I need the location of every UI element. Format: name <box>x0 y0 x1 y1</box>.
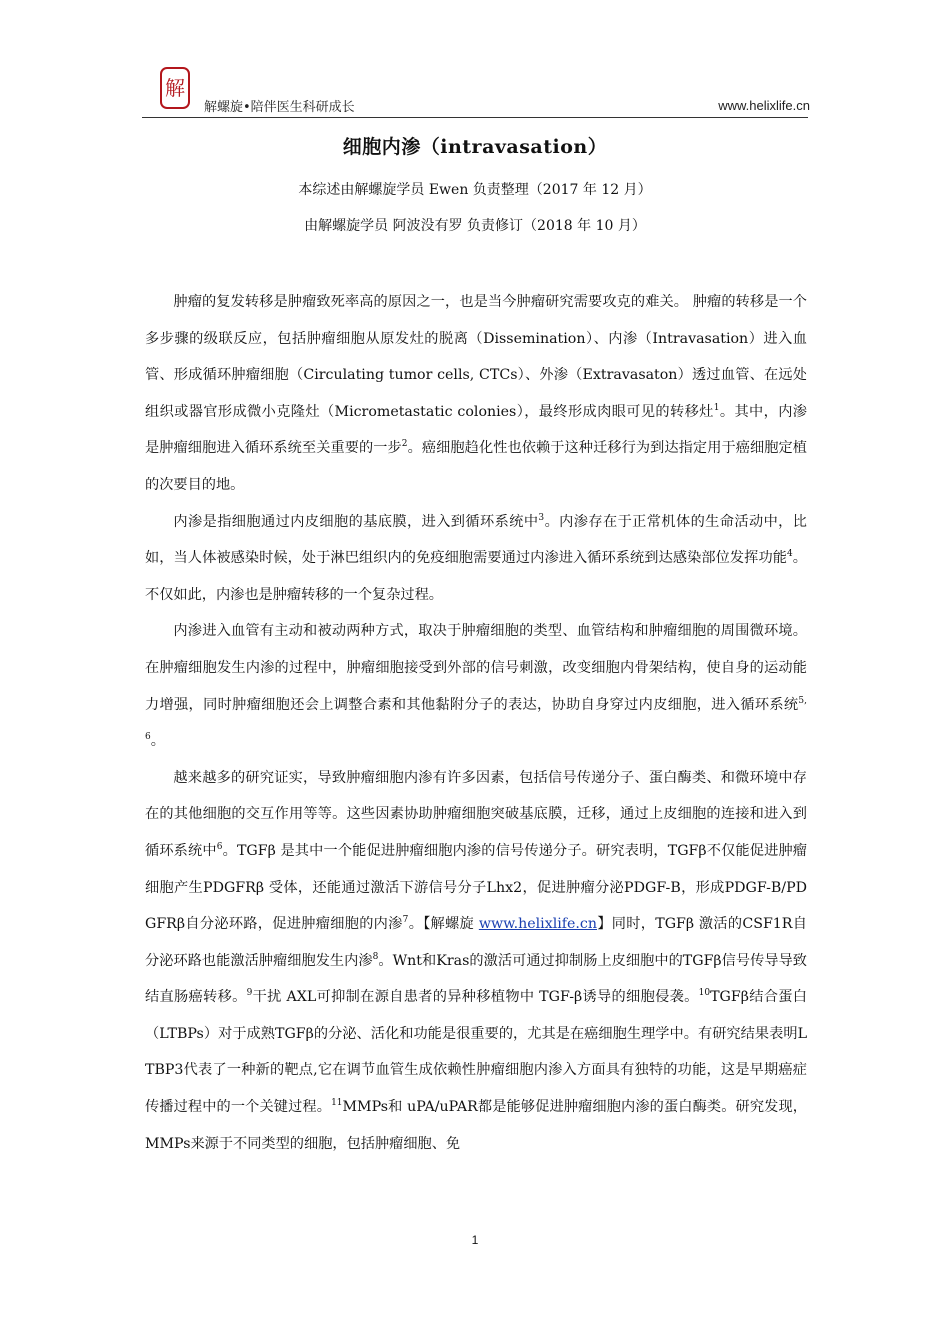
paragraph-text: 干扰 AXL可抑制在源自患者的异种移植物中 TGF-β诱导的细胞侵袭。 <box>252 989 699 1006</box>
citation-ref: 5,6 <box>145 695 807 743</box>
credit-line-compiled: 本综述由解螺旋学员 Ewen 负责整理（2017 年 12 月） <box>298 182 652 198</box>
paragraph-text: 。癌细胞趋化性也依赖于这种迁移行为到达指定用于癌细胞定植的次要目的地。 <box>145 440 807 493</box>
citation-ref: 10 <box>698 988 711 999</box>
helixlife-link[interactable]: www.helixlife.cn <box>478 916 598 933</box>
citation-ref: 4 <box>786 549 793 560</box>
paragraph-text: 肿瘤的复发转移是肿瘤致死率高的原因之一，也是当今肿瘤研究需要攻克的难关。 肿瘤的转移是一个多步骤的级联反应，包括肿瘤细胞从原发灶的脱离（Dissemination）、内渗（Intravasation）进入血管、形成循环肿瘤细胞（Circulating tumor cells, CTCs）、外渗（Extravasaton）透过血管、在远处组织或器官形成微小克隆灶（Micrometastatic colonies），最终形成肉眼可见的转移灶 <box>145 294 807 420</box>
paragraph-text: 内渗是指细胞通过内皮细胞的基底膜，进入到循环系统中 <box>173 513 539 530</box>
paragraph-text: 。内渗存在于正常机体的生命活动中，比如，当人体被感染时候，处于淋巴组织内的免疫细胞需要通过内渗进入循环系统到达感染部位发挥功能 <box>145 513 807 567</box>
paragraph-text: MMPs和 uPA/uPAR都是能够促进肿瘤细胞内渗的蛋白酶类。研究发现，MMPs来源于不同类型的细胞，包括肿瘤细胞、免 <box>145 1099 807 1152</box>
paragraph-text: 】同时，TGFβ 激活的CSF1R自分泌环路也能激活肿瘤细胞发生内渗 <box>145 916 807 969</box>
paragraph-text: 。不仅如此，内渗也是肿瘤转移的一个复杂过程。 <box>145 550 807 603</box>
paragraph-text: 。其中，内渗是肿瘤细胞进入循环系统至关重要的一步 <box>145 403 807 457</box>
paragraph-text: 。 <box>150 733 165 750</box>
paragraph <box>145 504 807 614</box>
paragraph <box>145 613 807 759</box>
paragraph-text: 。TGFβ 是其中一个能促进肿瘤细胞内渗的信号传递分子。研究表明，TGFβ不仅能促进肿瘤细胞产生PDGFRβ 受体，还能通过激活下游信号分子Lhx2，促进肿瘤分泌PDGF-B，形成PDGF-B/PDGFRβ自分泌环路，促进肿瘤细胞的内渗 <box>145 842 807 933</box>
citation-ref: 2 <box>401 439 408 450</box>
paragraph <box>145 284 807 504</box>
citation-ref: 6 <box>216 841 223 852</box>
paragraph-text: 。【解螺旋 <box>408 916 479 933</box>
article-body <box>145 284 807 1162</box>
paragraph-text: 越来越多的研究证实，导致肿瘤细胞内渗有许多因素，包括信号传递分子、蛋白酶类、和微环境中存在的其他细胞的交互作用等等。这些因素协助肿瘤细胞突破基底膜，迁移，通过上皮细胞的连接和进入到循环系统中 <box>145 769 807 859</box>
header-divider <box>142 117 808 118</box>
paragraph <box>145 760 807 1163</box>
page-title: 细胞内渗（intravasation） <box>342 136 608 158</box>
paragraph-text: 。Wnt和Kras的激活可通过抑制肠上皮细胞中的TGFβ信号传导导致结直肠癌转移。 <box>145 952 807 1006</box>
helixlife-logo-icon <box>160 66 190 110</box>
paragraph-text: 内渗进入血管有主动和被动两种方式，取决于肿瘤细胞的类型、血管结构和肿瘤细胞的周围微环境。在肿瘤细胞发生内渗的过程中，肿瘤细胞接受到外部的信号刺激，改变细胞内骨架结构，使自身的运动能力增强，同时肿瘤细胞还会上调整合素和其他黏附分子的表达，协助自身穿过内皮细胞，进入循环系统 <box>145 623 807 713</box>
citation-ref: 7 <box>402 915 409 926</box>
page-number: 1 <box>471 1233 479 1247</box>
citation-ref: 9 <box>246 988 253 999</box>
citation-ref: 1 <box>713 402 720 413</box>
logo-glyph: 解 <box>165 76 185 100</box>
credit-line-revised: 由解螺旋学员 阿波没有罗 负责修订（2018 年 10 月） <box>304 218 646 234</box>
citation-ref: 11 <box>331 1098 343 1109</box>
site-url[interactable]: www.helixlife.cn <box>718 98 810 113</box>
citation-ref: 8 <box>372 951 379 962</box>
paragraph-text: TGFβ结合蛋白（LTBPs）对于成熟TGFβ的分泌、活化和功能是很重要的，尤其是在癌细胞生理学中。有研究结果表明LTBP3代表了一种新的靶点,它在调节血管生成依赖性肿瘤细胞内渗入方面具有独特的功能，这是早期癌症传播过程中的一个关键过程。 <box>145 989 807 1116</box>
brand-tagline: 解螺旋•陪伴医生科研成长 <box>204 100 355 115</box>
citation-ref: 3 <box>538 512 545 523</box>
